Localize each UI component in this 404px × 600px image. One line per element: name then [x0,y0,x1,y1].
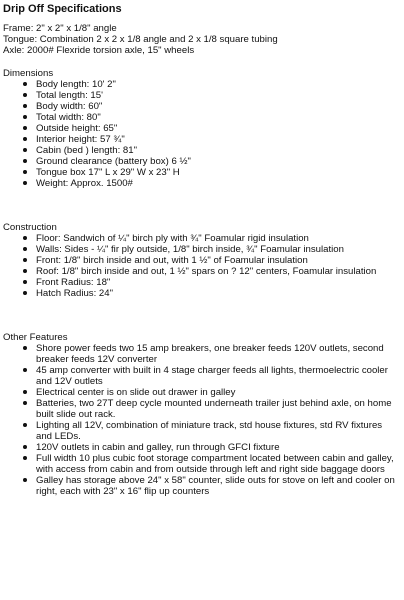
list-item: Front: 1/8" birch inside and out, with 1 ½" of Foamular insulation [36,255,396,266]
construction-heading: Construction [3,222,57,233]
list-item: Body width: 60" [36,101,396,112]
dimensions-section [3,68,396,189]
list-item: Tongue box 17" L x 29" W x 23" H [36,167,396,178]
document-title: Drip Off Specifications [3,3,122,15]
list-item: Total width: 80" [36,112,396,123]
list-item: Weight: Approx. 1500# [36,178,396,189]
list-item: Batteries, two 27T deep cycle mounted underneath trailer just behind axle, on home built slide out rack. [36,398,396,420]
basic-specs [3,23,396,56]
list-item: Ground clearance (battery box) 6 ½" [36,156,396,167]
list-item: Shore power feeds two 15 amp breakers, one breaker feeds 120V outlets, second breaker feeds 12V converter [36,343,396,365]
construction-section [3,222,396,299]
list-item: Cabin (bed ) length: 81" [36,145,396,156]
list-item: Body length: 10' 2" [36,79,396,90]
dimensions-heading: Dimensions [3,68,54,79]
list-item: Outside height: 65" [36,123,396,134]
dimensions-list [3,79,396,189]
spec-axle: Axle: 2000# Flexride torsion axle, 15" wheels [3,45,195,56]
list-item: Roof: 1/8" birch inside and out, 1 ½" spars on ? 12" centers, Foamular insulation [36,266,396,277]
construction-list [3,233,396,299]
list-item: Front Radius: 18" [36,277,396,288]
list-item: Full width 10 plus cubic foot storage compartment located between cabin and galley, with access from cabin and from outside through left and right side baggage doors [36,453,396,475]
other-features-heading: Other Features [3,332,68,343]
list-item: Interior height: 57 ¾" [36,134,396,145]
list-item: Electrical center is on slide out drawer in galley [36,387,396,398]
spec-tongue: Tongue: Combination 2 x 2 x 1/8 angle and 2 x 1/8 square tubing [3,34,278,45]
list-item: 45 amp converter with built in 4 stage charger feeds all lights, thermoelectric cooler and 12V outlets [36,365,396,387]
list-item: Floor: Sandwich of ¼" birch ply with ¾" Foamular rigid insulation [36,233,396,244]
list-item: Hatch Radius: 24" [36,288,396,299]
list-item: Galley has storage above 24" x 58" counter, slide outs for stove on left and cooler on right, each with 23" x 16" flip up counters [36,475,395,497]
list-item: Lighting all 12V, combination of miniature track, std house fixtures, std RV fixtures and LEDs. [36,420,396,442]
spec-frame: Frame: 2" x 2" x 1/8" angle [3,23,117,34]
other-features-list [3,343,396,497]
other-features-section [3,332,396,497]
list-item: 120V outlets in cabin and galley, run through GFCI fixture [36,442,396,453]
list-item: Walls: Sides - ¼" fir ply outside, 1/8" birch inside, ¾" Foamular insulation [36,244,396,255]
list-item: Total length: 15' [36,90,396,101]
